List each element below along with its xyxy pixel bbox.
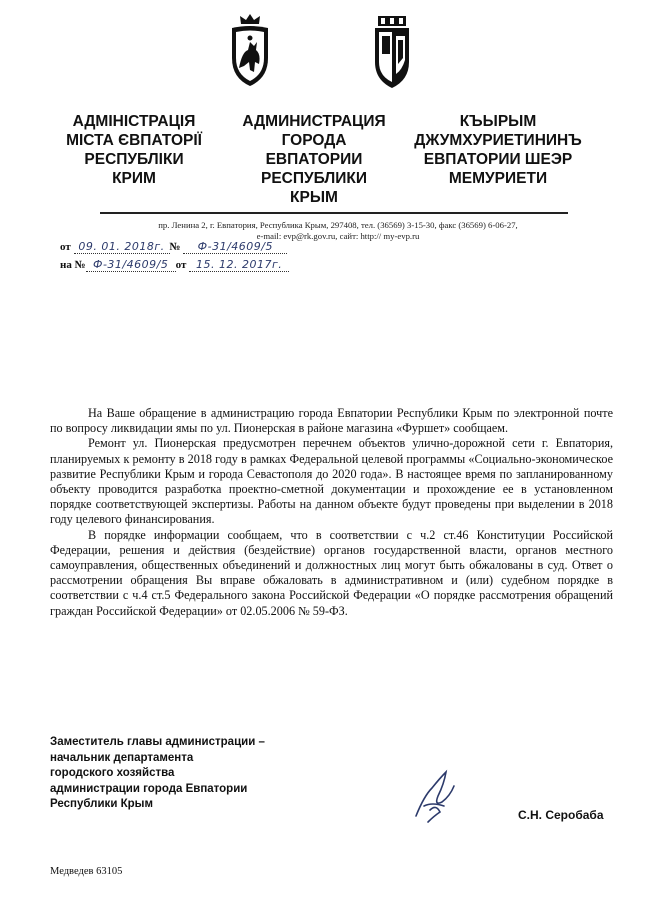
letter-body: [50, 406, 613, 619]
contacts-address: пр. Ленина 2, г. Евпатория, Республика Крым, 297408, тел. (36569) 3-15-30, факс (36569) 6-06-27,: [158, 220, 518, 230]
executor-note: Медведев 63105: [50, 866, 123, 877]
header-rus-line: КРЫМ: [290, 189, 338, 206]
signature-icon: [410, 766, 460, 826]
header-ukr-line: МІСТА ЄВПАТОРІЇ: [66, 132, 202, 149]
in-reply-number: Ф-31/4609/5: [86, 258, 176, 272]
paragraph-repair-plan: Ремонт ул. Пионерская предусмотрен перечнем объектов улично-дорожной сети г. Евпатория, планируемых к ремонту в 2018 году в рамках Федеральной целевой программы «Социально-экономическое развитие Республики Крым и города Севастополя до 2020 года». В настоящее время по запланированному объекту проводится разработка проектно-сметной документации и прохождение ее в установленном порядке соответствующей экспертизы. Работы на данном объекте будут проведены при выделении в 2018 году целевого финансирования.: [50, 436, 613, 527]
header-rus-line: ГОРОДА: [281, 132, 347, 149]
in-reply-from-label: от: [175, 259, 187, 271]
signatory-title-line: городского хозяйства: [50, 767, 175, 779]
in-reply-date: 15. 12. 2017г.: [189, 258, 289, 272]
header-crh-line: ДЖУМХУРИЕТИНИНЪ: [414, 132, 582, 149]
number-label: №: [169, 241, 181, 253]
signatory-title-line: администрации города Евпатории: [50, 782, 248, 795]
incoming-reference: [60, 258, 289, 272]
header-crh-line: КЪЫРЫМ: [459, 113, 537, 130]
header-divider: [100, 212, 568, 214]
header-russian: [226, 112, 402, 207]
paragraph-appeal-rights: В порядке информации сообщаем, что в соответствии с ч.2 ст.46 Конституции Российской Федерации, решения и действия (бездействие) органов государственной власти, органов местного самоуправления, общественных объединений и должностных лиц могут быть обжалованы в суд. Ответ о рассмотрении обращения Вы вправе обжаловать в административном и (или) судебном порядке в соответствии с ч.4 ст.5 Федерального закона Российской Федерации «О порядке рассмотрения обращений граждан Российской Федерации» от 02.05.2006 № 59-ФЗ.: [50, 527, 613, 618]
outgoing-number: Ф-31/4609/5: [183, 240, 287, 254]
evpatoria-emblem-icon: [372, 14, 412, 90]
contacts-email: e-mail: evp@rk.gov.ru, сайт: http:// my-evp.ru: [256, 231, 420, 241]
signatory-title-line: начальник департамента: [50, 751, 194, 764]
header-rus-line: ЕВПАТОРИИ: [265, 151, 363, 168]
from-label: от: [60, 241, 71, 253]
header-crh-line: МЕМУРИЕТИ: [448, 170, 548, 187]
header-rus-line: АДМИНИСТРАЦИЯ: [242, 113, 386, 130]
header-ukr-line: КРИМ: [112, 170, 156, 187]
crimea-emblem-icon: [228, 12, 272, 90]
signatory-title-line: Республики Крым: [50, 798, 153, 810]
header-crimean-tatar: [400, 112, 596, 188]
header-ukrainian: [44, 112, 224, 188]
in-reply-label: на №: [60, 259, 86, 271]
signatory-title-line: Заместитель главы администрации –: [50, 736, 265, 748]
header-ukr-line: РЕСПУБЛІКИ: [84, 151, 184, 168]
outgoing-date: 09. 01. 2018г.: [74, 240, 170, 254]
signatory-title: [50, 735, 265, 813]
header-ukr-line: АДМІНІСТРАЦІЯ: [72, 113, 196, 130]
paragraph-request: На Ваше обращение в администрацию города Евпатории Республики Крым по электронной почте по вопросу ликвидации ямы по ул. Пионерская в районе магазина «Фуршет» сообщаем.: [50, 406, 613, 436]
signatory-name: С.Н. Серобаба: [518, 808, 604, 822]
outgoing-reference: [60, 240, 287, 254]
header-rus-line: РЕСПУБЛИКИ: [260, 170, 368, 187]
header-crh-line: ЕВПАТОРИИ ШЕЭР: [423, 151, 573, 168]
contacts-block: [100, 220, 576, 242]
